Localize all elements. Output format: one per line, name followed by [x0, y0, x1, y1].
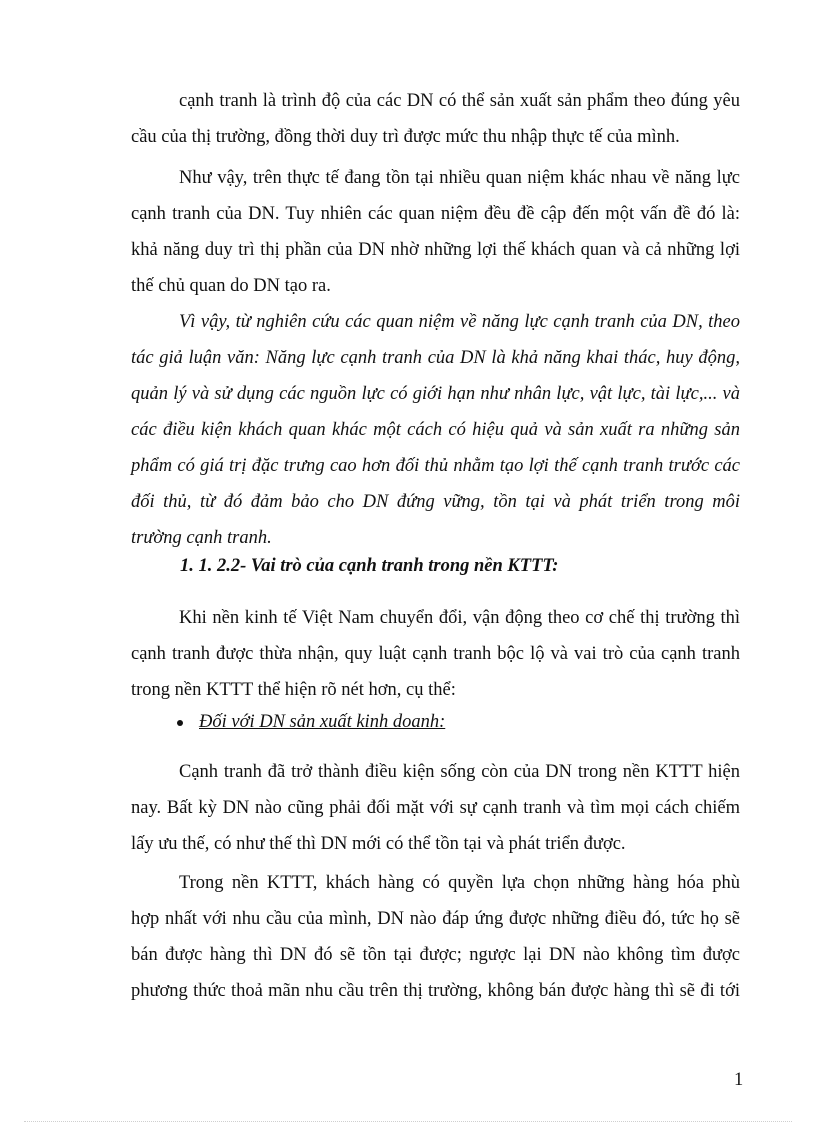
paragraph-5 [131, 754, 740, 862]
page-bottom-divider [24, 1121, 792, 1122]
paragraph-line: Trong nền KTTT, khách hàng có quyền lựa chọn những hàng hóa phù [179, 873, 740, 893]
paragraph-4 [131, 600, 740, 708]
paragraph-line: cạnh tranh là trình độ của các DN có thể sản xuất sản phẩm theo đúng yêu [179, 91, 740, 111]
paragraph-line: phương thức thoả mãn nhu cầu trên thị trường, không bán được hàng thì sẽ đi tới [131, 981, 740, 1001]
paragraph-line: phẩm có giá trị đặc trưng cao hơn đối thủ nhằm tạo lợi thế cạnh tranh trước các [131, 456, 740, 476]
paragraph-line: Như vậy, trên thực tế đang tồn tại nhiều quan niệm khác nhau về năng lực [179, 168, 740, 188]
paragraph-line: quản lý và sử dụng các nguồn lực có giới hạn như nhân lực, vật lực, tài lực,... và [131, 384, 740, 404]
paragraph-line: nay. Bất kỳ DN nào cũng phải đối mặt với sự cạnh tranh và tìm mọi cách chiếm [131, 798, 740, 818]
section-heading: 1. 1. 2.2- Vai trò của cạnh tranh trong nền KTTT: [180, 556, 559, 576]
paragraph-2 [131, 160, 740, 304]
paragraph-line: hợp nhất với nhu cầu của mình, DN nào đáp ứng được những điều đó, tức họ sẽ [131, 909, 740, 929]
paragraph-line: đối thủ, từ đó đảm bảo cho DN đứng vững, tồn tại và phát triển trong môi [131, 492, 740, 512]
paragraph-1 [131, 83, 740, 155]
paragraph-line: trong nền KTTT thể hiện rõ nét hơn, cụ thể: [131, 680, 456, 700]
bullet-icon [177, 720, 183, 726]
paragraph-line: bán được hàng thì DN đó sẽ tồn tại được; ngược lại DN nào không tìm được [131, 945, 740, 965]
paragraph-line: cạnh tranh của DN. Tuy nhiên các quan niệm đều đề cập đến một vấn đề đó là: [131, 204, 740, 224]
paragraph-line: tác giả luận văn: Năng lực cạnh tranh của DN là khả năng khai thác, huy động, [131, 348, 740, 368]
paragraph-line: Khi nền kinh tế Việt Nam chuyển đổi, vận động theo cơ chế thị trường thì [179, 608, 740, 628]
bullet-text: Đối với DN sản xuất kinh doanh: [199, 712, 446, 732]
paragraph-line: Vì vậy, từ nghiên cứu các quan niệm về năng lực cạnh tranh của DN, theo [179, 312, 740, 332]
bullet-item [177, 712, 445, 733]
paragraph-line: khả năng duy trì thị phần của DN nhờ những lợi thế khách quan và cả những lợi [131, 240, 740, 260]
paragraph-line: trường cạnh tranh. [131, 528, 272, 548]
paragraph-line: lấy ưu thế, có như thế thì DN mới có thể tồn tại và phát triển được. [131, 834, 626, 854]
page-number: 1 [734, 1070, 744, 1090]
paragraph-line: Cạnh tranh đã trở thành điều kiện sống còn của DN trong nền KTTT hiện [179, 762, 740, 782]
paragraph-line: cầu của thị trường, đồng thời duy trì được mức thu nhập thực tế của mình. [131, 127, 680, 147]
paragraph-6 [131, 865, 740, 1009]
paragraph-line: cạnh tranh được thừa nhận, quy luật cạnh tranh bộc lộ và vai trò của cạnh tranh [131, 644, 740, 664]
paragraph-line: thế chủ quan do DN tạo ra. [131, 276, 331, 296]
paragraph-line: các điều kiện khách quan khác một cách có hiệu quả và sản xuất ra những sản [131, 420, 740, 440]
paragraph-3 [131, 304, 740, 556]
